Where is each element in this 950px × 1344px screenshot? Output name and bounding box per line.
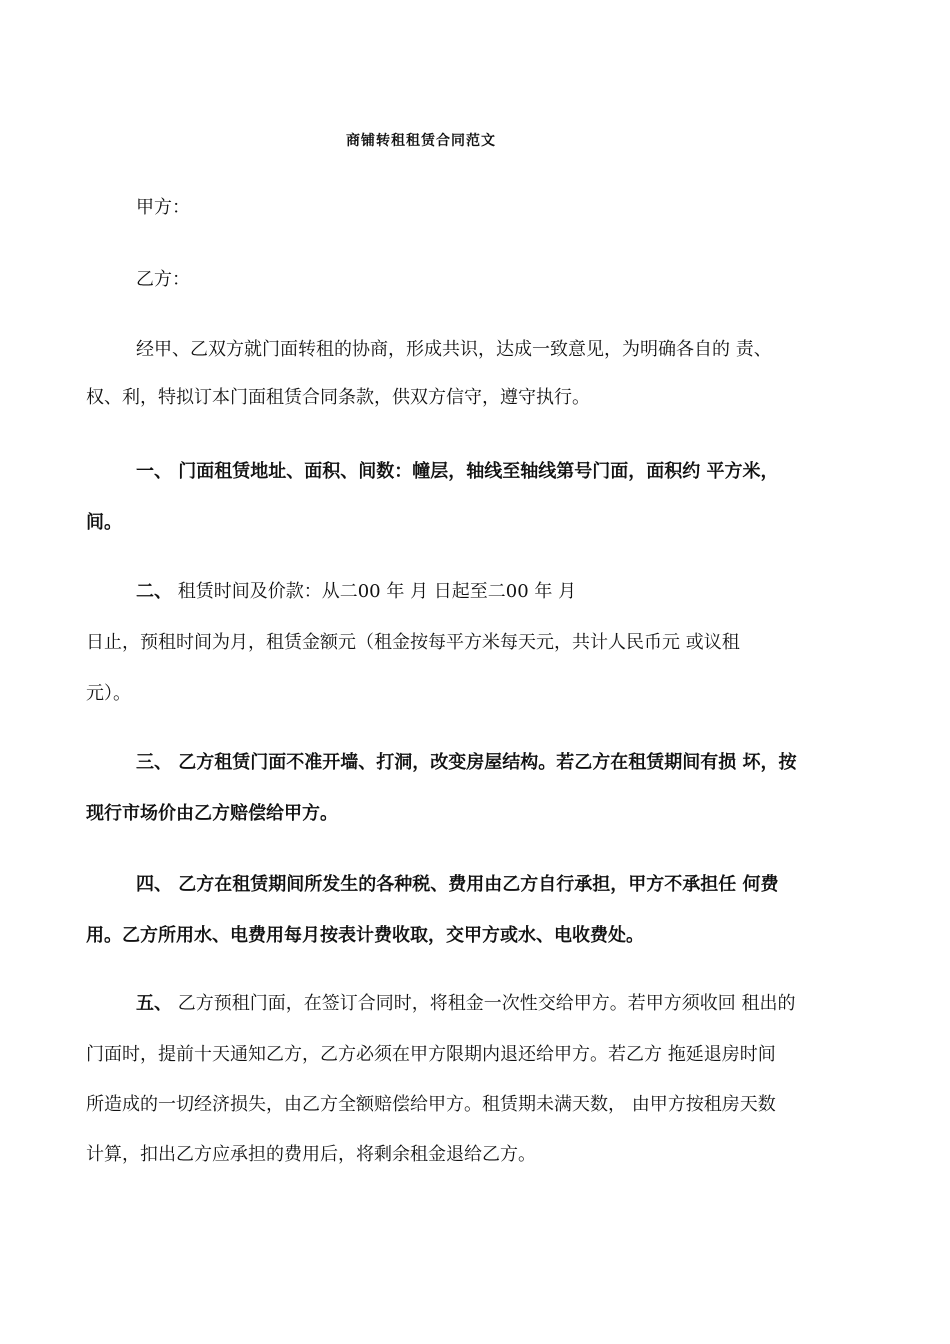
party-b-label: 乙方： [136,269,190,290]
clause-2-text: 租赁时间及价款：从二00 年 月 日起至二00 年 月 [172,581,577,602]
party-a-label: 甲方： [136,197,190,218]
clause-3-line-2: 现行市场价由乙方赔偿给甲方。 [86,803,338,824]
intro-line-1: 经甲、乙双方就门面转租的协商，形成共识，达成一致意见，为明确各自的 责、 [136,339,772,360]
clause-5-text: 乙方预租门面，在签订合同时，将租金一次性交给甲方。若甲方须收回 租出的 [172,993,796,1014]
clause-3-line-1: 三、 乙方租赁门面不准开墙、打洞，改变房屋结构。若乙方在租赁期间有损 坏，按 [136,752,797,773]
clause-2-number: 二、 [136,581,172,602]
clause-5-line-3: 所造成的一切经济损失，由乙方全额赔偿给甲方。租赁期未满天数， 由甲方按租房天数 [86,1094,776,1115]
clause-4-line-1: 四、 乙方在租赁期间所发生的各种税、费用由乙方自行承担，甲方不承担任 何费 [136,874,779,895]
clause-5-number: 五、 [136,993,172,1014]
clause-2-line-2: 日止，预租时间为月，租赁金额元（租金按每平方米每天元，共计人民币元 或议租 [86,632,740,653]
clause-1-line-1: 一、 门面租赁地址、面积、间数：幢层，轴线至轴线第号门面，面积约 平方米， [136,461,779,482]
clause-2-line-3: 元）。 [86,683,131,704]
clause-5-line-4: 计算，扣出乙方应承担的费用后，将剩余租金退给乙方。 [86,1144,536,1165]
document-title: 商铺转租租赁合同范文 [346,133,496,149]
clause-1-line-2: 间。 [86,512,122,533]
clause-5-line-1 [136,992,795,1016]
clause-2-line-1 [136,580,576,604]
clause-4-line-2: 用。乙方所用水、电费用每月按表计费收取，交甲方或水、电收费处。 [86,925,644,946]
clause-5-line-2: 门面时，提前十天通知乙方，乙方必须在甲方限期内退还给甲方。若乙方 拖延退房时间 [86,1044,776,1065]
intro-line-2: 权、利，特拟订本门面租赁合同条款，供双方信守，遵守执行。 [86,387,590,408]
